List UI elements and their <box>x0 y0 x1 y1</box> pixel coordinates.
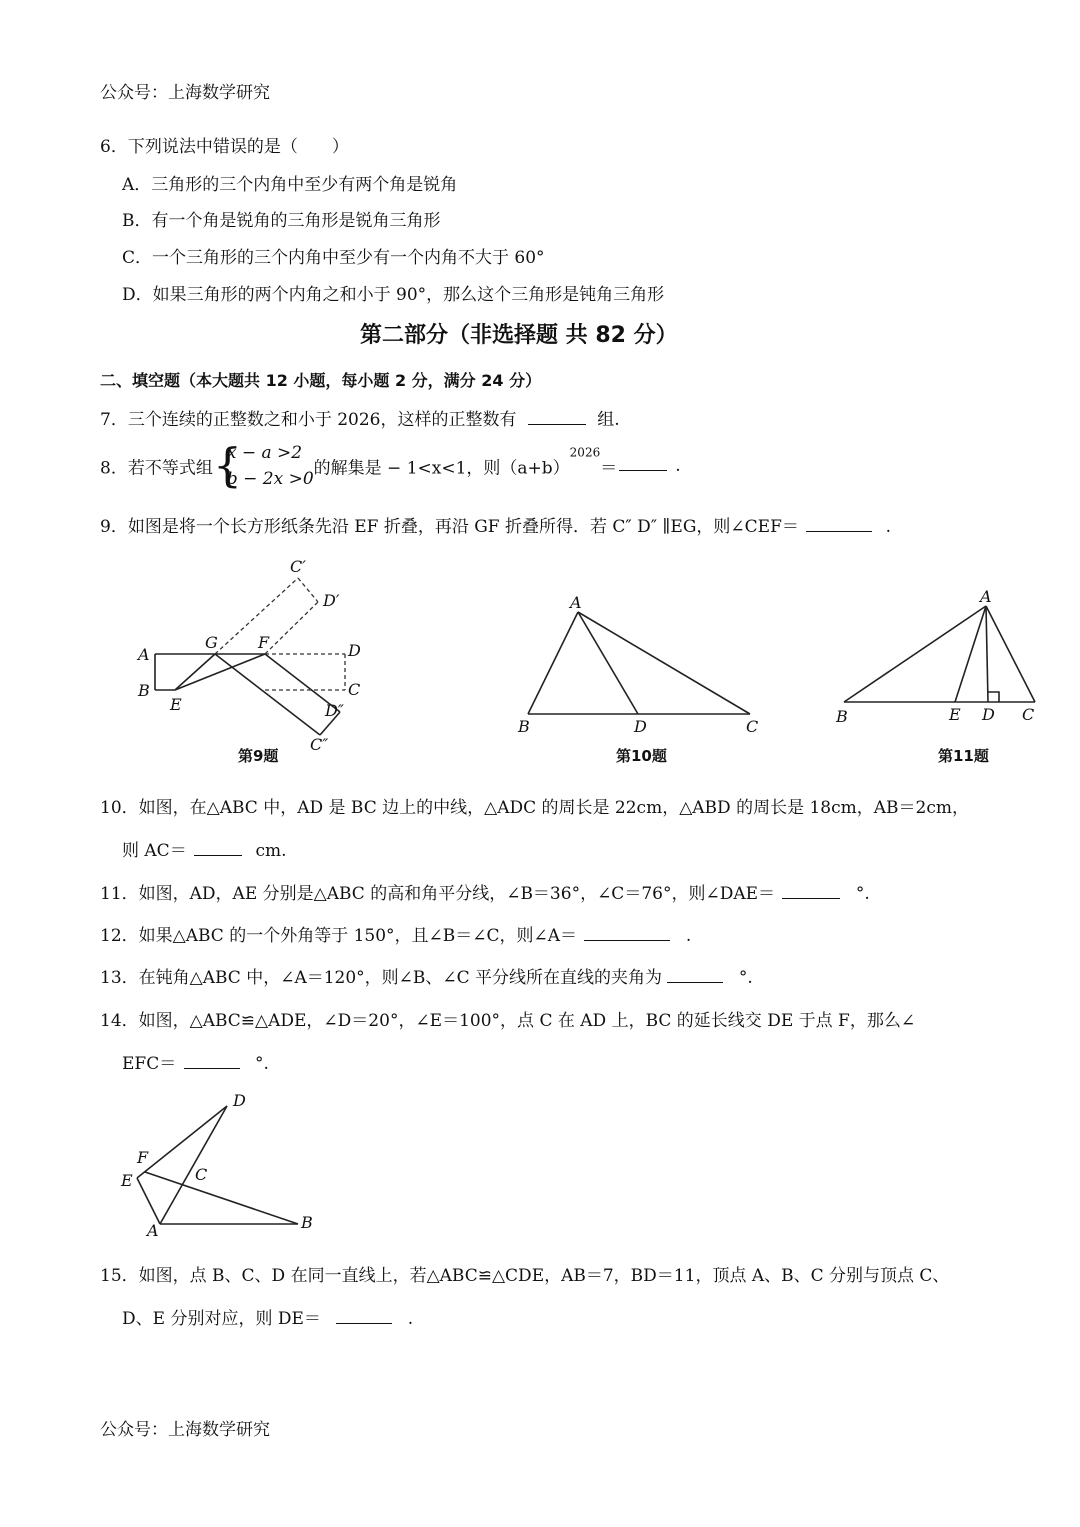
fig9-label-f: F <box>258 633 270 652</box>
fig9-label-d-prime: D′ <box>323 591 340 610</box>
fig9-label-c-prime: C′ <box>290 557 306 576</box>
fig11-label-e: E <box>949 705 961 724</box>
question-8-pre: 8．若不等式组 <box>100 458 213 479</box>
question-8-equals: ＝ <box>600 458 618 479</box>
answer-blank-9[interactable] <box>806 515 872 532</box>
fig11-label-c: C <box>1022 705 1035 724</box>
question-14-line-1: 14．如图，△ABC≌△ADE，∠D＝20°，∠E＝100°，点 C 在 AD 上，BC 的延长线交 DE 于点 F，那么∠ <box>100 1011 916 1031</box>
question-8-tail: . <box>675 456 681 476</box>
inequality-line-2: b − 2x >0 <box>226 469 314 489</box>
question-10-pre: 则 AC＝ <box>122 841 187 861</box>
question-10-line-1: 10．如图，在△ABC 中，AD 是 BC 边上的中线，△ADC 的周长是 22cm，△ABD 的周长是 18cm，AB＝2cm， <box>100 798 969 818</box>
question-6-option-d: D．如果三角形的两个内角之和小于 90°，那么这个三角形是钝角三角形 <box>122 285 665 305</box>
question-9 <box>100 512 891 537</box>
question-6-stem: 6．下列说法中错误的是（ ） <box>100 137 349 157</box>
fig10-label-b: B <box>518 717 530 736</box>
question-15-line-2 <box>122 1304 413 1329</box>
fig9-label-c: C <box>348 680 361 699</box>
answer-blank-10[interactable] <box>194 839 242 856</box>
fig11-label-b: B <box>836 707 848 726</box>
question-8 <box>100 440 681 492</box>
fig10-label-d: D <box>634 717 647 736</box>
fig9-label-b: B <box>138 681 150 700</box>
fig14-label-d: D <box>233 1091 246 1110</box>
question-7-tail: 组. <box>597 410 620 430</box>
part-2-title: 第二部分（非选择题 共 82 分） <box>360 323 678 348</box>
question-12 <box>100 921 691 946</box>
fig9-label-e: E <box>170 695 182 714</box>
question-6-option-c: C．一个三角形的三个内角中至少有一个内角不大于 60° <box>122 248 545 268</box>
page-header: 公众号：上海数学研究 <box>100 83 270 103</box>
question-11-tail: °. <box>855 884 870 904</box>
fig11-label-a: A <box>980 587 992 606</box>
figure-10-caption: 第10题 <box>616 747 667 765</box>
question-15-pre: D、E 分别对应，则 DE＝ <box>122 1309 321 1329</box>
figure-9 <box>130 550 380 755</box>
answer-blank-12[interactable] <box>584 924 670 941</box>
question-9-tail: . <box>885 517 892 537</box>
question-10-post: cm. <box>255 841 287 861</box>
figure-11 <box>830 586 1050 736</box>
question-14-post: °. <box>255 1054 269 1074</box>
answer-blank-13[interactable] <box>667 966 723 983</box>
fig9-label-d: D <box>348 641 361 660</box>
question-13 <box>100 963 753 988</box>
fig14-label-a: A <box>147 1221 159 1238</box>
answer-blank-14[interactable] <box>184 1052 240 1069</box>
fig9-label-g: G <box>205 633 218 652</box>
fig14-label-b: B <box>301 1213 313 1232</box>
answer-blank-15[interactable] <box>336 1307 392 1324</box>
fig10-label-c: C <box>746 717 759 736</box>
question-13-text: 13．在钝角△ABC 中，∠A＝120°，则∠B、∠C 平分线所在直线的夹角为 <box>100 968 663 988</box>
question-14-line-2 <box>122 1049 269 1074</box>
question-15-line-1: 15．如图，点 B、C、D 在同一直线上，若△ABC≌△CDE，AB＝7，BD＝11，顶点 A、B、C 分别与顶点 C、 <box>100 1266 950 1286</box>
page-footer: 公众号：上海数学研究 <box>100 1420 270 1440</box>
fig9-label-c-double-prime: C″ <box>310 735 329 754</box>
question-8-exponent: 2026 <box>569 445 601 460</box>
question-12-text: 12．如果△ABC 的一个外角等于 150°，且∠B＝∠C，则∠A＝ <box>100 926 578 946</box>
inequality-system <box>213 440 314 492</box>
question-14-pre: EFC＝ <box>122 1054 177 1074</box>
inequality-line-1: x − a >2 <box>226 443 303 463</box>
question-7 <box>100 405 620 430</box>
question-13-tail: °. <box>738 968 753 988</box>
fig14-label-c: C <box>195 1165 208 1184</box>
figure-9-caption: 第9题 <box>238 747 279 765</box>
question-6-option-b: B．有一个角是锐角的三角形是锐角三角形 <box>122 211 441 231</box>
fig9-label-a: A <box>138 645 150 664</box>
fig14-label-e: E <box>121 1171 133 1190</box>
answer-blank-7[interactable] <box>528 408 586 425</box>
question-7-text: 7．三个连续的正整数之和小于 2026，这样的正整数有 <box>100 410 517 430</box>
question-10-line-2 <box>122 836 287 861</box>
section-2-title: 二、填空题（本大题共 12 小题，每小题 2 分，满分 24 分） <box>100 371 542 390</box>
question-11-text: 11．如图，AD，AE 分别是△ABC 的高和角平分线，∠B＝36°，∠C＝76°，则∠DAE＝ <box>100 884 776 904</box>
question-8-mid: 的解集是 − 1<x<1，则（a+b） <box>313 458 570 479</box>
figure-10 <box>510 592 770 742</box>
fig14-label-f: F <box>137 1148 149 1167</box>
answer-blank-11[interactable] <box>782 882 840 899</box>
answer-blank-8[interactable] <box>619 454 667 471</box>
question-12-tail: . <box>685 926 692 946</box>
fig9-label-d-double-prime: D″ <box>325 701 344 720</box>
figure-14 <box>115 1088 325 1238</box>
figure-11-caption: 第11题 <box>938 747 989 765</box>
brace-symbol: { <box>212 438 243 492</box>
fig10-label-a: A <box>570 593 582 612</box>
question-15-post: . <box>407 1309 414 1329</box>
fig11-label-d: D <box>982 705 995 724</box>
question-9-text: 9．如图是将一个长方形纸条先沿 EF 折叠，再沿 GF 折叠所得．若 C″ D″ ∥EG，则∠CEF＝ <box>100 517 799 537</box>
question-6-option-a: A．三角形的三个内角中至少有两个角是锐角 <box>122 175 458 195</box>
question-11 <box>100 879 870 904</box>
